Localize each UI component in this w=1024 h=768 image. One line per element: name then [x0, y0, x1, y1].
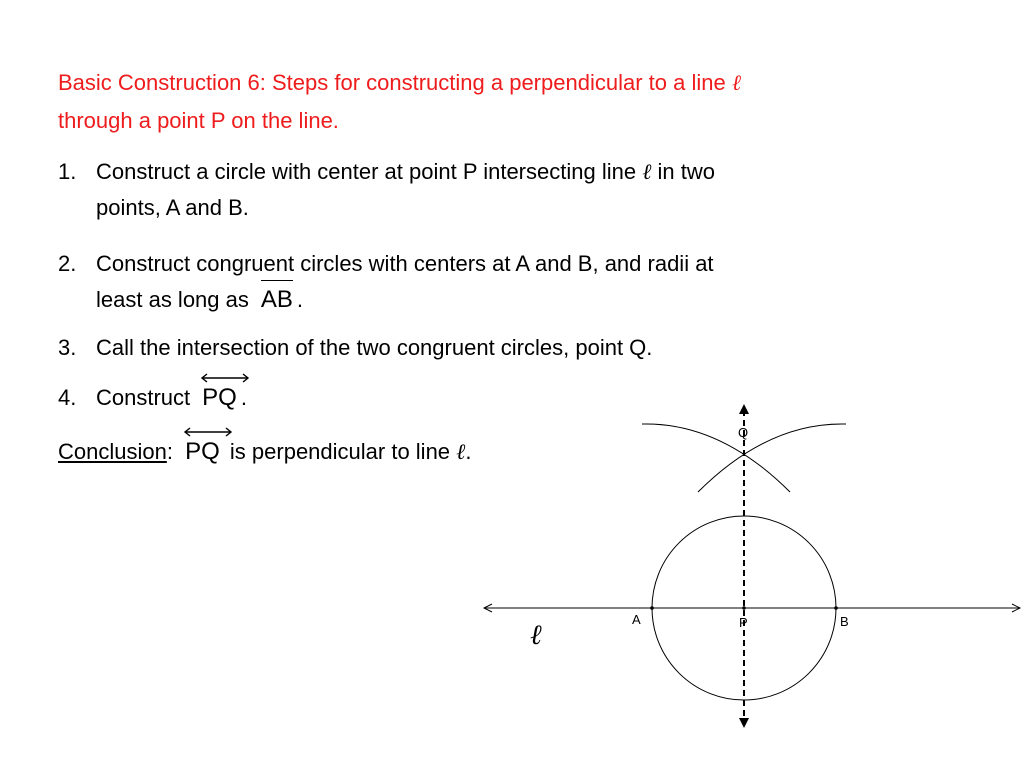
- line-ell-symbol: ℓ: [456, 439, 466, 464]
- point-a-dot: [650, 606, 654, 610]
- arc-from-a: [642, 424, 790, 492]
- step-3-text-a: Call the intersection of the two congruent circles, point Q.: [96, 335, 653, 360]
- label-p: P: [739, 615, 748, 630]
- point-p-dot: [742, 606, 746, 610]
- segment-label: AB: [260, 286, 293, 313]
- step-4-text-a: Construct: [96, 385, 191, 410]
- line-label: PQ: [185, 438, 220, 465]
- step-1-text-c: points, A and B.: [96, 195, 249, 220]
- line-label: PQ: [202, 384, 237, 411]
- line-ell-symbol: ℓ: [642, 159, 652, 184]
- arrow-up-icon: [739, 404, 749, 414]
- conclusion-text: is perpendicular to line: [229, 439, 451, 464]
- step-1-text-a: Construct a circle with center at point P intersecting line: [96, 159, 637, 184]
- title-line-2: through a point P on the line.: [58, 108, 339, 133]
- conclusion-label: Conclusion: [58, 439, 167, 464]
- title-line-1: Basic Construction 6: Steps for constructing a perpendicular to a line: [58, 70, 726, 95]
- label-b: B: [840, 614, 849, 629]
- label-line-l: ℓ: [530, 620, 542, 651]
- arrow-down-icon: [739, 718, 749, 728]
- step-number: 2.: [58, 251, 77, 276]
- step-2-text-c: .: [296, 287, 304, 312]
- conclusion-end: .: [465, 439, 472, 464]
- point-b-dot: [834, 606, 838, 610]
- conclusion-colon: :: [166, 439, 173, 464]
- line-ell-symbol: ℓ: [731, 70, 741, 95]
- step-number: 4.: [58, 385, 77, 410]
- step-4-text-b: .: [240, 385, 247, 410]
- step-number: 1.: [58, 159, 77, 184]
- step-number: 3.: [58, 335, 77, 360]
- step-2-text-a: Construct congruent circles with centers at A and B, and radii at: [96, 251, 714, 276]
- label-a: A: [632, 612, 641, 627]
- arc-from-b: [698, 424, 846, 492]
- step-1-text-b: in two: [657, 159, 715, 184]
- step-2-text-b: least as long as: [96, 287, 249, 312]
- label-q: Q: [738, 425, 749, 440]
